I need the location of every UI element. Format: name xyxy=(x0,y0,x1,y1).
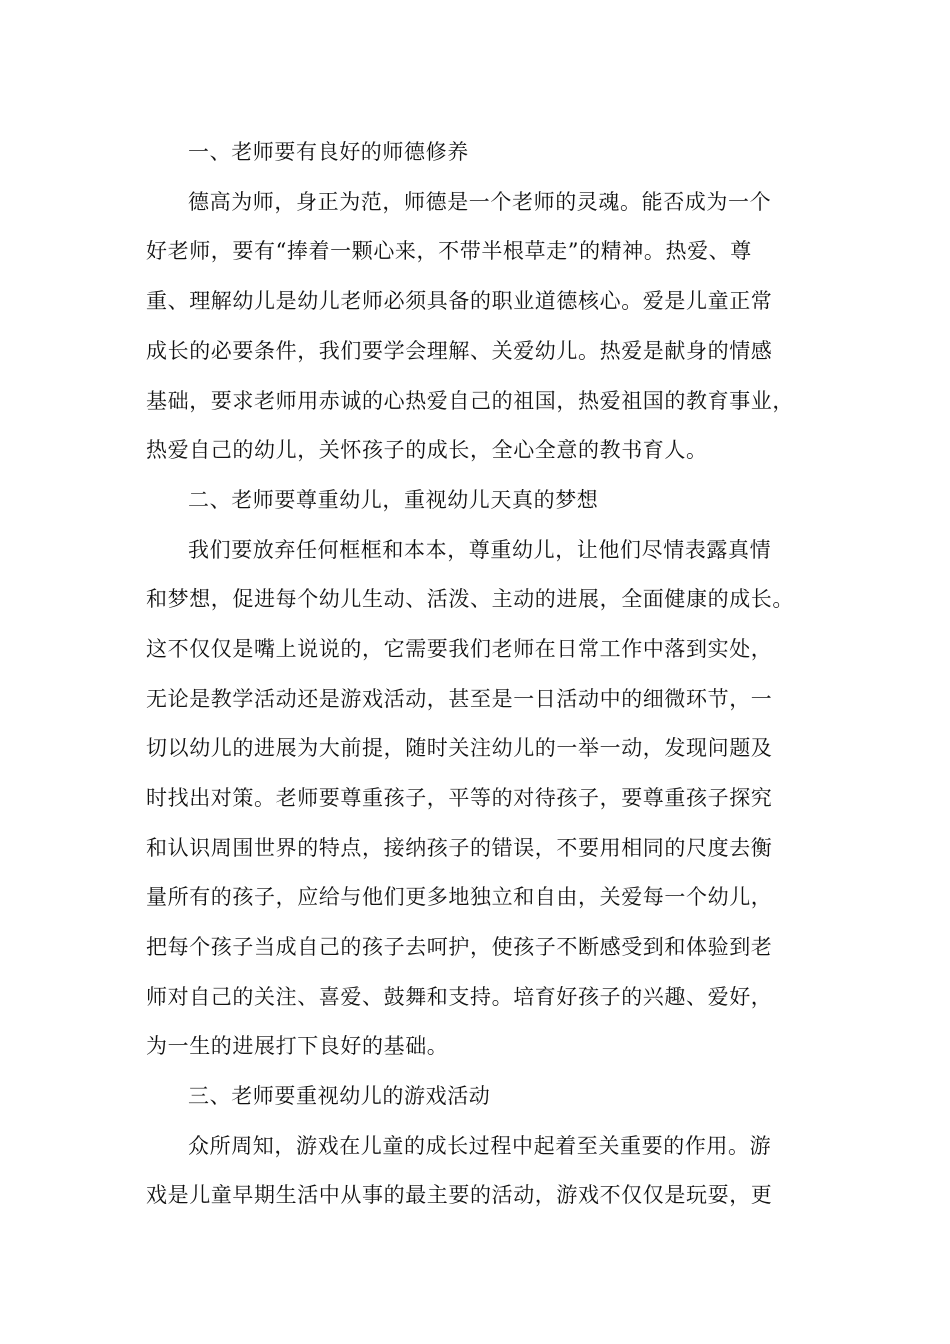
section-heading-1: 一、老师要有良好的师德修养 xyxy=(188,140,469,164)
section-heading-2: 二、老师要尊重幼儿，重视幼儿天真的梦想 xyxy=(188,488,599,512)
paragraph-line: 基础，要求老师用赤诚的心热爱自己的祖国，热爱祖国的教育事业， xyxy=(146,389,794,413)
paragraph-line: 和梦想，促进每个幼儿生动、活泼、主动的进展，全面健康的成长。 xyxy=(146,587,794,611)
paragraph-line: 时找出对策。老师要尊重孩子，平等的对待孩子，要尊重孩子探究 xyxy=(146,786,773,810)
paragraph-line: 师对自己的关注、喜爱、鼓舞和支持。培育好孩子的兴趣、爱好， xyxy=(146,985,773,1009)
paragraph-line: 成长的必要条件，我们要学会理解、关爱幼儿。热爱是献身的情感 xyxy=(146,339,773,363)
paragraph-line: 这不仅仅是嘴上说说的，它需要我们老师在日常工作中落到实处， xyxy=(146,637,773,661)
paragraph-line: 把每个孩子当成自己的孩子去呵护，使孩子不断感受到和体验到老 xyxy=(146,935,773,959)
paragraph-line: 众所周知，游戏在儿童的成长过程中起着至关重要的作用。游 xyxy=(188,1134,772,1158)
paragraph-line: 好老师，要有“捧着一颗心来，不带半根草走”的精神。热爱、尊 xyxy=(146,239,752,263)
paragraph-line: 量所有的孩子，应给与他们更多地独立和自由，关爱每一个幼儿， xyxy=(146,885,773,909)
paragraph-line: 德高为师，身正为范，师德是一个老师的灵魂。能否成为一个 xyxy=(188,190,772,214)
section-heading-3: 三、老师要重视幼儿的游戏活动 xyxy=(188,1084,491,1108)
paragraph-line: 热爱自己的幼儿，关怀孩子的成长，全心全意的教书育人。 xyxy=(146,438,708,462)
paragraph-line: 我们要放弃任何框框和本本，尊重幼儿，让他们尽情表露真情 xyxy=(188,538,772,562)
paragraph-line: 为一生的进展打下良好的基础。 xyxy=(146,1034,449,1058)
paragraph-line: 和认识周围世界的特点，接纳孩子的错误，不要用相同的尺度去衡 xyxy=(146,836,773,860)
paragraph-line: 切以幼儿的进展为大前提，随时关注幼儿的一举一动，发现问题及 xyxy=(146,736,773,760)
paragraph-line: 无论是教学活动还是游戏活动，甚至是一日活动中的细微环节，一 xyxy=(146,687,773,711)
paragraph-line: 重、理解幼儿是幼儿老师必须具备的职业道德核心。爱是儿童正常 xyxy=(146,289,773,313)
paragraph-line: 戏是儿童早期生活中从事的最主要的活动，游戏不仅仅是玩耍，更 xyxy=(146,1183,773,1207)
